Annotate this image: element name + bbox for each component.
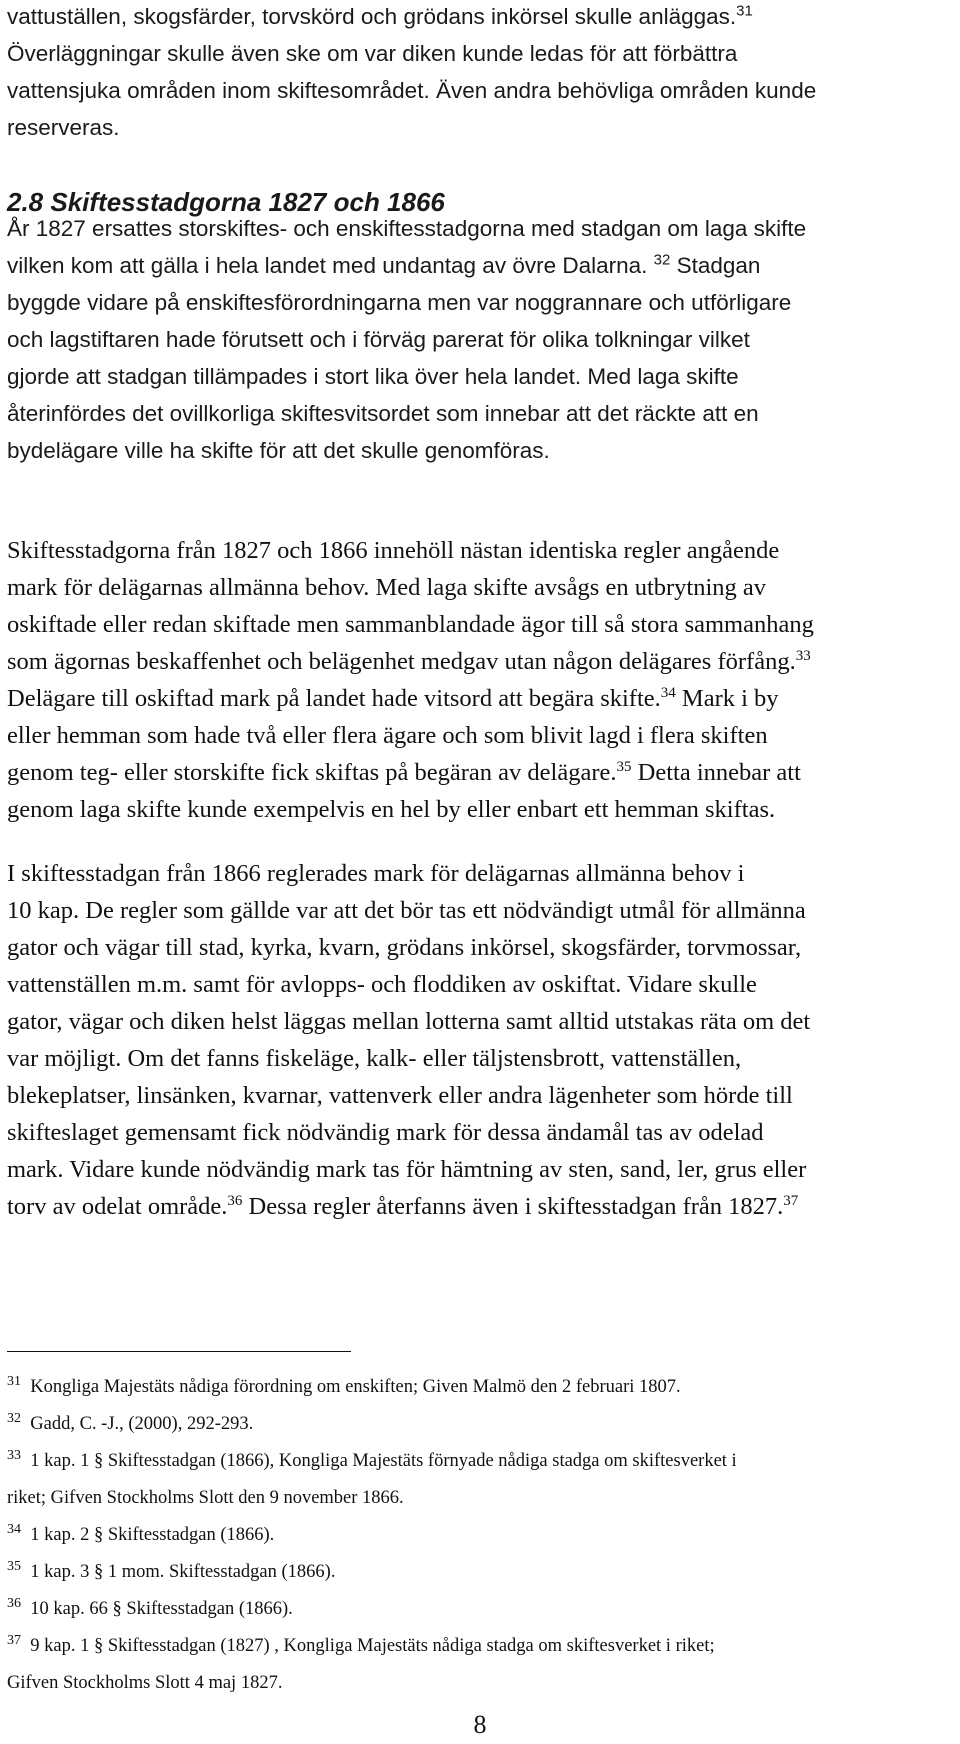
footnote: $^{31}$ Kongliga Majestäts nådiga förordning om enskiften; Given Malmö den 2 februari 1807. [7, 1373, 681, 1397]
footnote-continuation: riket; Gifven Stockholms Slott den 9 november 1866. [7, 1488, 404, 1508]
footnotes [7, 1369, 952, 1702]
top-paragraph [7, 0, 957, 146]
text-line: byggde vidare på enskiftesförordningarna men var noggrannare och utförligare [7, 290, 792, 315]
footnote-ref[interactable]: 37 [783, 1192, 799, 1209]
text-line: blekeplatser, linsänken, kvarnar, vattenverk eller andra lägenheter som hörde till [7, 1082, 793, 1109]
footnote: $^{36}$ 10 kap. 66 § Skiftesstadgan (1866). [7, 1595, 293, 1619]
text-line: vattuställen, skogsfärder, torvskörd och grödans inkörsel skulle anläggas.$^{31}$ [7, 2, 753, 29]
section-heading: 2.8 Skiftesstadgorna 1827 och 1866 [7, 187, 445, 217]
text-line: mark. Vidare kunde nödvändig mark tas för hämtning av sten, sand, ler, grus eller [7, 1156, 807, 1183]
text-line: var möjligt. Om det fanns fiskeläge, kalk- eller täljstensbrott, vattenställen, [7, 1045, 742, 1072]
text-line: genom laga skifte kunde exempelvis en hel by eller enbart ett hemman skiftas. [7, 796, 776, 823]
footnote: $^{35}$ 1 kap. 3 § 1 mom. Skiftesstadgan (1866). [7, 1558, 336, 1582]
text-line: 10 kap. De regler som gällde var att det bör tas ett nödvändigt utmål för allmänna [7, 897, 806, 924]
text-line: torv av odelat område.$^{36}$ Dessa regler återfanns även i skiftesstadgan från 1827.37 [7, 1192, 799, 1220]
footnote-number: 35 [7, 1558, 21, 1574]
text-line: I skiftesstadgan från 1866 reglerades mark för delägarnas allmänna behov i [7, 860, 745, 887]
text-line: vattensjuka områden inom skiftesområdet. Även andra behövliga områden kunde [7, 78, 817, 103]
footnote-number: 33 [7, 1447, 21, 1463]
text-line: genom teg- eller storskifte fick skiftas på begäran av delägare.$^{35}$ Detta innebar att [7, 758, 801, 786]
footnote: $^{37}$ 9 kap. 1 § Skiftesstadgan (1827) , Kongliga Majestäts nådiga stadga om skiftesverket i riket; [7, 1632, 715, 1656]
footnote: $^{32}$ Gadd, C. -J., (2000), 292-293. [7, 1410, 254, 1434]
footnote: $^{34}$ 1 kap. 2 § Skiftesstadgan (1866). [7, 1521, 275, 1545]
footnote-ref[interactable]: 33 [795, 647, 811, 664]
paragraph-2 [7, 532, 957, 828]
footnote-ref[interactable]: 34 [660, 684, 676, 701]
text-line: gator, vägar och diken helst läggas mellan lotterna samt alltid utstakas räta om det [7, 1008, 811, 1035]
text-line: och lagstiftaren hade förutsett och i förväg parerat för olika tolkningar vilket [7, 327, 750, 352]
footnote-number: 31 [7, 1373, 21, 1389]
paragraph-3 [7, 855, 957, 1225]
footnote-number: 34 [7, 1521, 21, 1537]
text-line: vattenställen m.m. samt för avlopps- och floddiken av oskiftat. Vidare skulle [7, 971, 757, 998]
footnote-ref[interactable]: 31 [736, 2, 753, 20]
footnote-continuation: Gifven Stockholms Slott 4 maj 1827. [7, 1673, 283, 1693]
text-line: skifteslaget gemensamt fick nödvändig mark för dessa ändamål tas av odelad [7, 1119, 764, 1146]
text-line: som ägornas beskaffenhet och belägenhet medgav utan någon delägares förfång.$^{33}$ [7, 647, 811, 675]
text-line: År 1827 ersattes storskiftes- och enskiftesstadgorna med stadgan om laga skifte [7, 216, 807, 241]
footnote-ref[interactable]: 36 [227, 1192, 243, 1209]
footnote-ref[interactable]: 35 [616, 758, 632, 775]
text-line: gator och vägar till stad, kyrka, kvarn, grödans inkörsel, skogsfärder, torvmossar, [7, 934, 802, 961]
text-line: gjorde att stadgan tillämpades i stort lika över hela landet. Med laga skifte [7, 364, 739, 389]
paragraph-1 [7, 210, 957, 469]
text-line: Skiftesstadgorna från 1827 och 1866 innehöll nästan identiska regler angående [7, 537, 780, 564]
text-line: eller hemman som hade två eller flera ägare och som blivit lagd i flera skiften [7, 722, 768, 749]
page-number: 8 [473, 1710, 487, 1739]
text-line: Delägare till oskiftad mark på landet hade vitsord att begära skifte.$^{34}$ Mark i by [7, 684, 779, 712]
text-line: reserveras. [7, 115, 120, 140]
footnote-ref[interactable]: 32 [653, 251, 671, 269]
text-line: vilken kom att gälla i hela landet med undantag av övre Dalarna. $^{32}$ Stadgan [7, 251, 761, 278]
footnote-number: 36 [7, 1595, 21, 1611]
footnote-separator [7, 1351, 351, 1352]
text-line: återinfördes det ovillkorliga skiftesvitsordet som innebar att det räckte att en [7, 401, 759, 426]
text-line: mark för delägarnas allmänna behov. Med laga skifte avsågs en utbrytning av [7, 574, 767, 601]
footnote: $^{33}$ 1 kap. 1 § Skiftesstadgan (1866), Kongliga Majestäts förnyade nådiga stadga om skiftesverket i [7, 1447, 737, 1471]
text-line: Överläggningar skulle även ske om var diken kunde ledas för att förbättra [7, 41, 738, 66]
footnote-number: 32 [7, 1410, 21, 1426]
text-line: oskiftade eller redan skiftade men sammanblandade ägor till så stora sammanhang [7, 611, 814, 638]
footnote-number: 37 [7, 1632, 21, 1648]
text-line: bydelägare ville ha skifte för att det skulle genomföras. [7, 438, 550, 463]
